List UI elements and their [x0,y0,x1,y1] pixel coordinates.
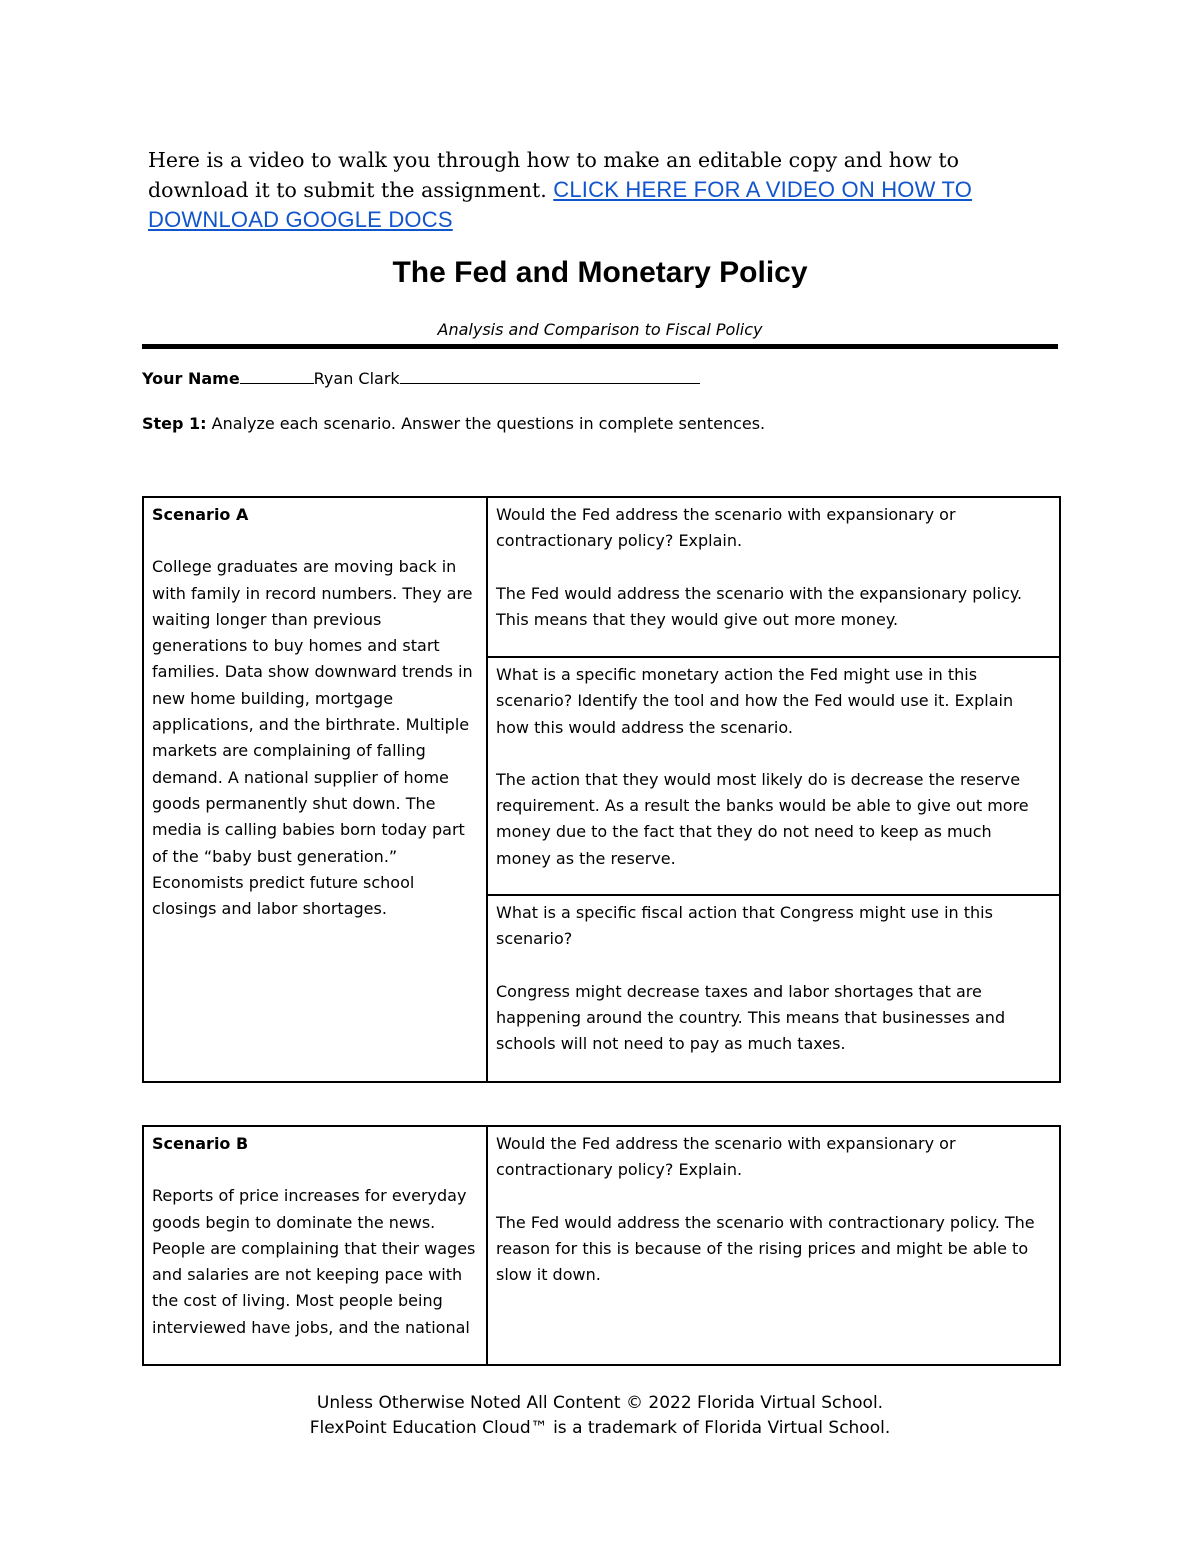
name-underline-lead [240,369,314,384]
scenario-b-table [142,1125,1061,1366]
step-1-label: Step 1: [142,414,207,433]
scenario-b-heading: Scenario B [152,1134,249,1153]
scenario-a-a3[interactable]: Congress might decrease taxes and labor shortages that are happening around the country. This means that businesses and schools will not need to pay as much taxes. [496,981,1006,1054]
intro-text: Here is a video to walk you through how to make an editable copy and how to download it to submit the assignment. [148,148,959,202]
step-1-instruction [142,414,765,433]
scenario-a-q2-cell[interactable] [487,657,1060,895]
scenario-b-cell [143,1126,487,1365]
scenario-a-q1: Would the Fed address the scenario with expansionary or contractionary policy? Explain. [496,505,956,551]
scenario-a-a2[interactable]: The action that they would most likely do is decrease the reserve requirement. As a result the banks would be able to give out more money due to the fact that they do not need to keep as much money as the reserve. [496,769,1029,868]
scenario-a-a1[interactable]: The Fed would address the scenario with the expansionary policy. This means that they would give out more money. [496,583,1023,629]
page-subtitle: Analysis and Comparison to Fiscal Policy [437,320,763,339]
page-title: The Fed and Monetary Policy [392,256,808,289]
scenario-a-q1-cell[interactable] [487,497,1060,657]
title-divider [142,344,1058,349]
video-link[interactable]: CLICK HERE FOR A VIDEO ON HOW TO DOWNLOAD GOOGLE DOCS [148,177,973,232]
scenario-b-q1: Would the Fed address the scenario with expansionary or contractionary policy? Explain. [496,1134,956,1180]
name-value[interactable]: Ryan Clark [313,369,400,388]
scenario-a-q3-cell[interactable] [487,895,1060,1082]
scenario-a-q3: What is a specific fiscal action that Congress might use in this scenario? [496,903,993,949]
scenario-a-heading: Scenario A [152,505,249,524]
name-underline-trail [400,369,700,384]
scenario-a-description: College graduates are moving back in with family in record numbers. They are waiting longer than previous generations to buy homes and start families. Data show downward trends in new home building, mortgage applications, and the birthrate. Multiple markets are complaining of falling demand. A national supplier of home goods permanently shut down. The media is calling babies born today part of the “baby bust generation.” Economists predict future school closings and labor shortages. [152,557,473,919]
name-label: Your Name [142,369,240,388]
intro-paragraph [148,146,1058,235]
footer-trademark: FlexPoint Education Cloud™ is a trademark of Florida Virtual School. [309,1418,891,1438]
scenario-a-q2: What is a specific monetary action the Fed might use in this scenario? Identify the tool and how the Fed would use it. Explain how this would address the scenario. [496,665,1014,737]
step-1-text: Analyze each scenario. Answer the questions in complete sentences. [211,414,766,433]
scenario-a-cell [143,497,487,1082]
footer-copyright: Unless Otherwise Noted All Content © 2022 Florida Virtual School. [316,1393,884,1413]
scenario-b-q1-cell[interactable] [487,1126,1060,1365]
footer [0,1391,1200,1441]
scenario-b-description: Reports of price increases for everyday goods begin to dominate the news. People are complaining that their wages and salaries are not keeping pace with the cost of living. Most people being interviewed have jobs, and the national [152,1186,476,1337]
scenario-a-table [142,496,1061,1083]
name-field [142,369,700,388]
scenario-b-a1[interactable]: The Fed would address the scenario with contractionary policy. The reason for this is because of the rising prices and might be able to slow it down. [496,1212,1035,1285]
